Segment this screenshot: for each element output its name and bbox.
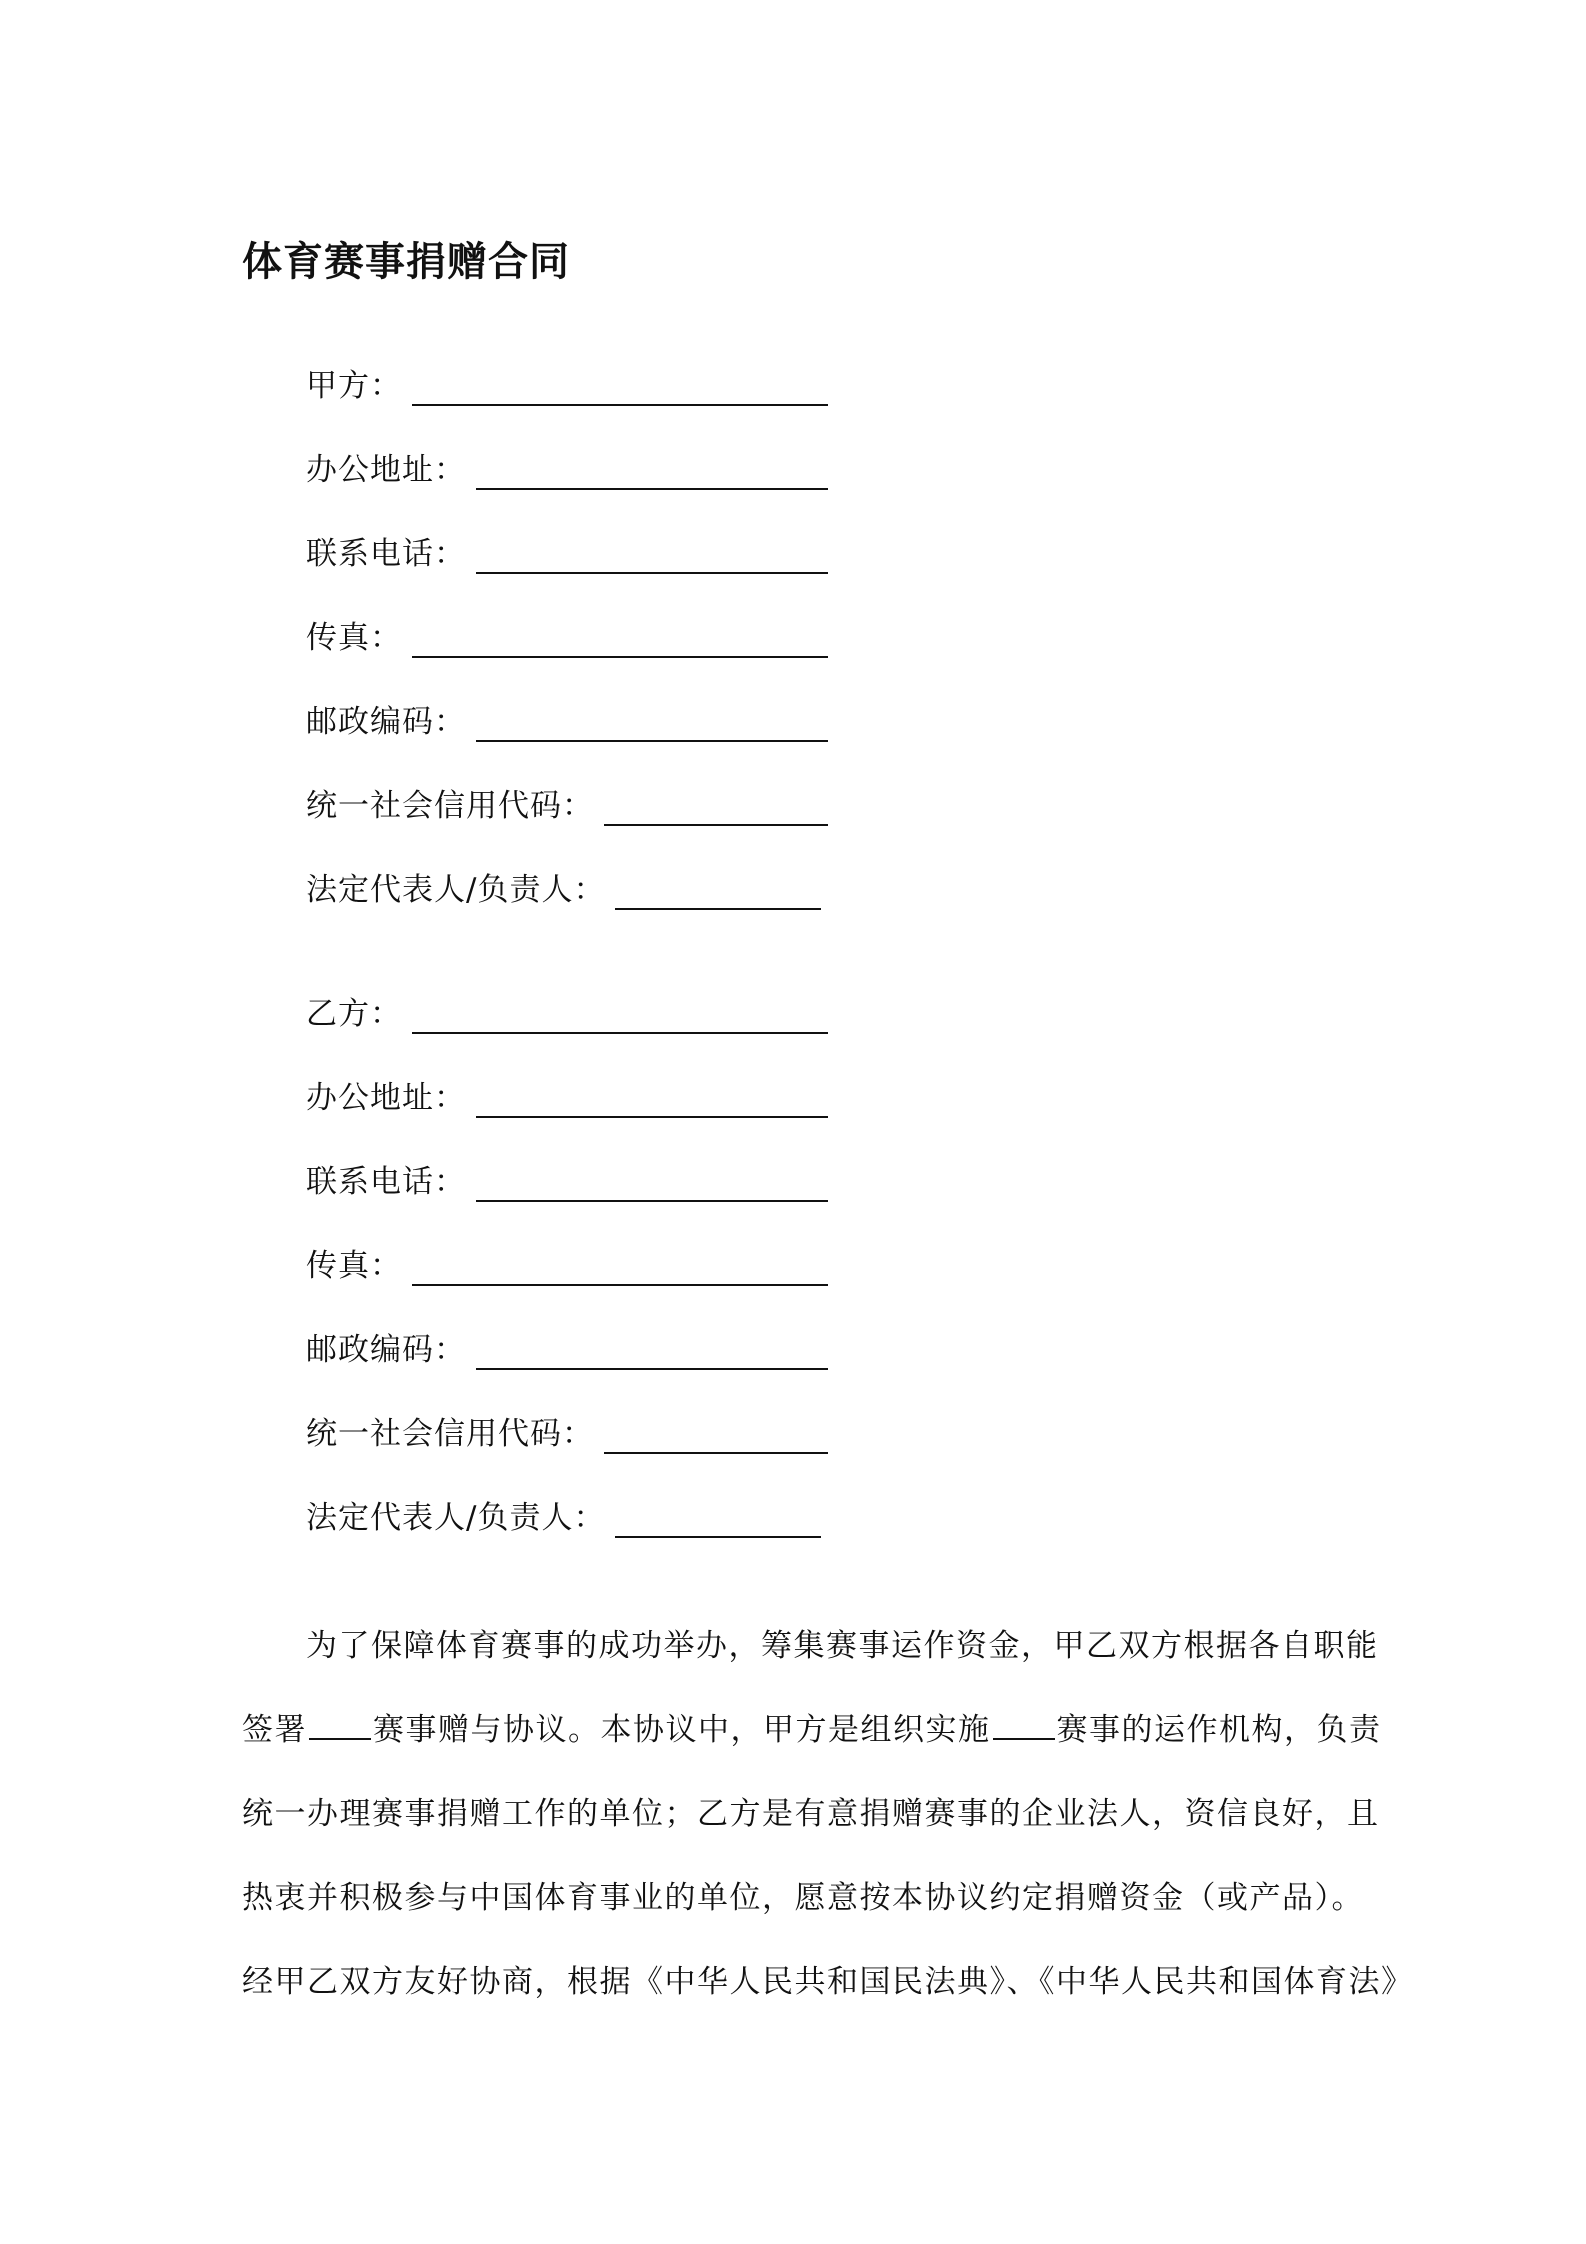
party-b-postal-label: 邮政编码： bbox=[306, 1332, 466, 1368]
party-b-fax-field bbox=[306, 1238, 828, 1288]
event-name-blank-2[interactable] bbox=[993, 1708, 1055, 1740]
party-b-postal-field bbox=[306, 1322, 828, 1372]
preamble-line-4: 热衷并积极参与中国体育事业的单位，愿意按本协议约定捐赠资金（或产品）。 bbox=[242, 1880, 1364, 1916]
party-a-legal-rep-field bbox=[306, 862, 821, 912]
preamble-line-2 bbox=[242, 1688, 1382, 1772]
party-b-name-blank[interactable] bbox=[412, 992, 828, 1034]
party-b-postal-blank[interactable] bbox=[476, 1328, 828, 1370]
preamble-line-1-text: 为了保障体育赛事的成功举办，筹集赛事运作资金，甲乙双方根据各自职能 bbox=[306, 1628, 1379, 1664]
preamble-line-2-part-a: 签署 bbox=[242, 1712, 307, 1748]
party-b-address-field bbox=[306, 1070, 828, 1120]
preamble-line-2-part-c: 赛事的运作机构，负责 bbox=[1056, 1712, 1382, 1748]
preamble-line-2-part-b: 赛事赠与协议。本协议中，甲方是组织实施 bbox=[373, 1712, 991, 1748]
party-b-credit-code-label: 统一社会信用代码： bbox=[306, 1416, 594, 1452]
party-b-credit-code-field bbox=[306, 1406, 828, 1456]
party-b-fax-blank[interactable] bbox=[412, 1244, 828, 1286]
party-a-phone-label: 联系电话： bbox=[306, 536, 466, 572]
party-b-legal-rep-label: 法定代表人/负责人： bbox=[306, 1500, 606, 1536]
contract-preamble bbox=[242, 1604, 1414, 2024]
party-a-phone-field bbox=[306, 526, 828, 576]
preamble-line-5: 经甲乙双方友好协商，根据《中华人民共和国民法典》、《中华人民共和国体育法》 bbox=[242, 1964, 1414, 2000]
party-b-legal-rep-blank[interactable] bbox=[615, 1496, 821, 1538]
party-a-address-field bbox=[306, 442, 828, 492]
party-b-phone-label: 联系电话： bbox=[306, 1164, 466, 1200]
party-b-credit-code-blank[interactable] bbox=[604, 1412, 828, 1454]
party-a-postal-blank[interactable] bbox=[476, 700, 828, 742]
party-a-credit-code-blank[interactable] bbox=[604, 784, 828, 826]
party-a-legal-rep-label: 法定代表人/负责人： bbox=[306, 872, 606, 908]
party-a-phone-blank[interactable] bbox=[476, 532, 828, 574]
party-a-fax-label: 传真： bbox=[306, 620, 402, 656]
party-b-phone-field bbox=[306, 1154, 828, 1204]
preamble-line-1 bbox=[242, 1604, 1379, 1688]
party-b-name-field bbox=[306, 986, 828, 1036]
party-b-name-label: 乙方： bbox=[306, 996, 402, 1032]
party-a-address-label: 办公地址： bbox=[306, 452, 466, 488]
party-a-fax-blank[interactable] bbox=[412, 616, 828, 658]
party-a-postal-label: 邮政编码： bbox=[306, 704, 466, 740]
event-name-blank-1[interactable] bbox=[309, 1708, 371, 1740]
party-a-address-blank[interactable] bbox=[476, 448, 828, 490]
party-b-fax-label: 传真： bbox=[306, 1248, 402, 1284]
preamble-line-3: 统一办理赛事捐赠工作的单位；乙方是有意捐赠赛事的企业法人，资信良好，且 bbox=[242, 1796, 1380, 1832]
party-a-credit-code-field bbox=[306, 778, 828, 828]
party-a-fax-field bbox=[306, 610, 828, 660]
party-a-legal-rep-blank[interactable] bbox=[615, 868, 821, 910]
party-b-address-blank[interactable] bbox=[476, 1076, 828, 1118]
party-a-name-label: 甲方： bbox=[306, 368, 402, 404]
party-a-credit-code-label: 统一社会信用代码： bbox=[306, 788, 594, 824]
party-a-name-field bbox=[306, 358, 828, 408]
party-b-phone-blank[interactable] bbox=[476, 1160, 828, 1202]
party-b-legal-rep-field bbox=[306, 1490, 821, 1540]
document-title: 体育赛事捐赠合同 bbox=[242, 239, 570, 285]
party-a-postal-field bbox=[306, 694, 828, 744]
party-b-address-label: 办公地址： bbox=[306, 1080, 466, 1116]
party-a-name-blank[interactable] bbox=[412, 364, 828, 406]
